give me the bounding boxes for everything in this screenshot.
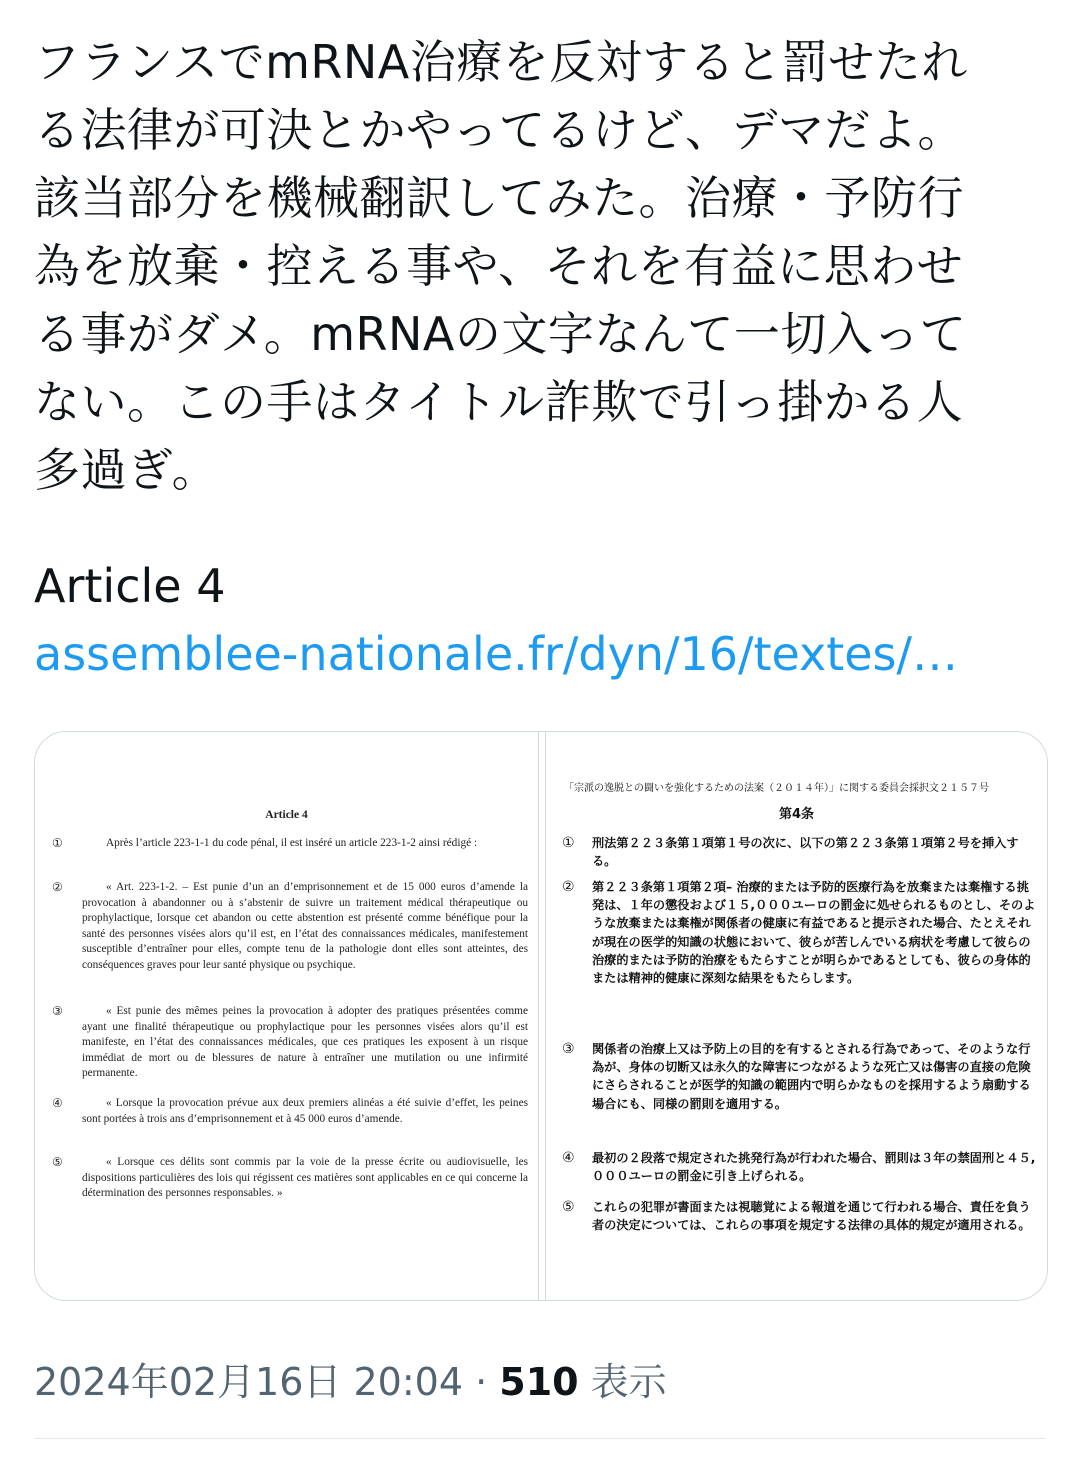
tweet-line: フランスでmRNA治療を反対すると罰せたれ [34, 35, 968, 89]
french-paragraph: « Art. 223-1-2. – Est punie d’un an d’emprisonnement et de 15 000 euros d’amende la provocation à abandonner ou à s’abstenir de suivre un traitement médical thérapeutique ou prophylactique, lorsque cet abandon ou cette abstention est présenté comme bénéfique pour la santé des personnes visées alors qu’il est, en l’état des connaissances médicales, manifestement susceptible d’entraîner pour elles, compte tenu de la pathologie dont elles sont atteintes, des conséquences graves pour leur santé physique ou psychique. [82, 881, 528, 971]
paragraph-number: ③ [562, 1041, 575, 1057]
tweet-line: 多過ぎ。 [34, 443, 219, 497]
views-label: 表示 [578, 1360, 667, 1404]
japanese-paragraph: 最初の２段落で規定された挑発行為が行われた場合、罰則は３年の禁固刑と４５,０００ユーロの罰金に引き上げられる。 [592, 1151, 1036, 1184]
japanese-doc-header: 「宗派の逸脱との闘いを強化するための法案（２０１４年）」に関する委員会採択文２１５７号 [564, 783, 989, 794]
paragraph-number: ① [562, 835, 575, 851]
french-paragraph: « Lorsque ces délits sont commis par la voie de la presse écrite ou audiovisuelle, les dispositions particulières des lois qui régissent ces matières sont applicables en ce qui concerne la détermination des personnes responsables. » [82, 1156, 528, 1200]
media-attachments [34, 731, 1048, 1301]
paragraph-number: ⑤ [52, 1155, 63, 1169]
divider-line [34, 1438, 1046, 1439]
japanese-translation-image[interactable] [546, 732, 1047, 1300]
source-link[interactable]: assemblee-nationale.fr/dyn/16/textes/… [34, 627, 959, 681]
french-document-image[interactable] [35, 732, 538, 1300]
tweet-meta [34, 1354, 667, 1410]
japanese-paragraph: 刑法第２２３条第１項第１号の次に、以下の第２２３条第１項第２号を挿入する。 [592, 836, 1019, 869]
japanese-paragraph: 関係者の治療上又は予防上の目的を有するとされる行為であって、そのような行為が、身体の切断又は永久的な障害につながるような死亡又は傷害の直接の危険にさらされることが医学的知識の範囲内で明らかなものを採用するよう扇動する場合にも、同様の罰則を適用する。 [592, 1042, 1031, 1111]
meta-separator: · [463, 1360, 500, 1404]
article-label: Article 4 [34, 559, 226, 613]
french-article-title: Article 4 [265, 809, 308, 821]
paragraph-number: ② [562, 879, 575, 895]
french-paragraph: « Est punie des mêmes peines la provocation à adopter des pratiques présentées comme ayant une finalité thérapeutique ou prophylactique pour les personnes visées alors qu’il est manifeste, en l’état des connaissances médicales, que ces pratiques les exposent à un risque immédiat de mort ou de blessures de nature à entraîner une mutilation ou une infirmité permanente. [82, 1005, 528, 1080]
japanese-article-title: 第4条 [778, 807, 815, 822]
timestamp[interactable]: 2024年02月16日 20:04 [34, 1360, 464, 1404]
japanese-paragraph: 第２２３条第１項第２項– 治療的または予防的医療行為を放棄または棄権する挑発は、１年の懲役および１５,０００ユーロの罰金に処せられるものとし、そのような放棄または棄権が関係者の健康に有益であると提示された場合、たとえそれが現在の医学的知識の状態において、彼らが苦しんでいる病状を考慮して彼らの治療的または予防的治療をもたらすことが明らかであるとしても、彼らの身体的または精神的健康に深刻な結果をもたらします。 [592, 880, 1036, 986]
tweet-line: る法律が可決とかやってるけど、デマだよ。 [34, 103, 964, 157]
paragraph-number: ③ [52, 1004, 63, 1018]
japanese-paragraph: これらの犯罪が書面または視聴覚による報道を通じて行われる場合、責任を負う者の決定については、これらの事項を規定する法律の具体的規定が適用される。 [592, 1200, 1031, 1233]
tweet-line: 該当部分を機械翻訳してみた。治療・予防行 [34, 171, 964, 225]
tweet-line: 為を放棄・控える事や、それを有益に思わせ [34, 239, 964, 293]
paragraph-number: ⑤ [562, 1199, 575, 1215]
view-count: 510 [499, 1360, 579, 1404]
tweet-line: ない。この手はタイトル詐欺で引っ掛かる人 [34, 375, 964, 429]
media-divider [538, 732, 546, 1300]
french-paragraph: « Lorsque la provocation prévue aux deux premiers alinéas a été suivie d’effet, les peines sont portées à trois ans d’emprisonnement et à 45 000 euros d’amende. [82, 1097, 528, 1125]
paragraph-number: ② [52, 880, 63, 894]
paragraph-number: ④ [52, 1096, 63, 1110]
tweet-text [34, 28, 1046, 504]
french-paragraph: Après l’article 223-1-1 du code pénal, il est inséré un article 223-1-2 ainsi rédigé : [106, 837, 478, 849]
tweet-line: る事がダメ。mRNAの文字なんて一切入って [34, 307, 967, 361]
paragraph-number: ① [52, 836, 63, 850]
paragraph-number: ④ [562, 1150, 575, 1166]
